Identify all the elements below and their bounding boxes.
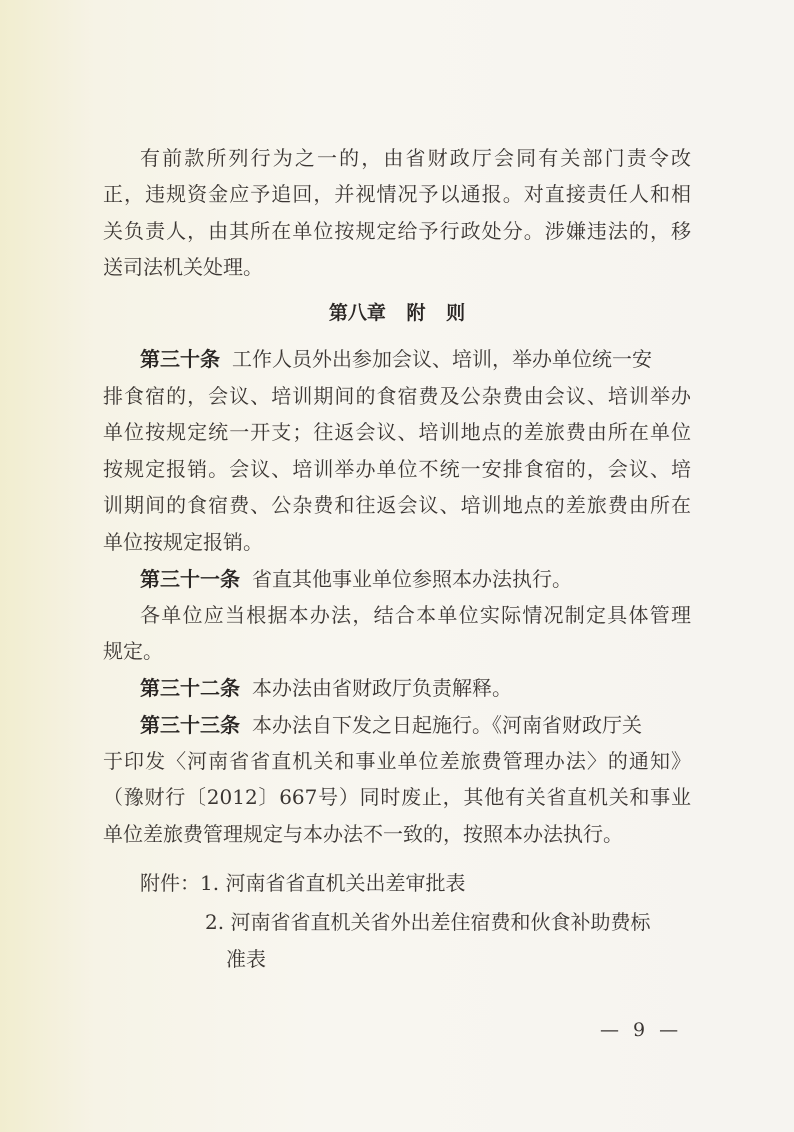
paragraph-line: 单位按规定统一开支；往返会议、培训地点的差旅费由所在单位 (103, 420, 691, 444)
article-33-line (140, 712, 691, 738)
paragraph-line: 单位按规定报销。 (103, 530, 263, 554)
paragraph-line: 训期间的食宿费、公杂费和往返会议、培训地点的差旅费由所在 (103, 493, 691, 517)
paragraph-line: 单位差旅费管理规定与本办法不一致的，按照本办法执行。 (103, 822, 623, 846)
article-32-line (140, 675, 691, 701)
article-31-line (140, 566, 691, 592)
attachment-2-cont: 准表 (226, 947, 266, 971)
article-text: 工作人员外出参加会议、培训，举办单位统一安 (232, 347, 652, 371)
paragraph-line: 规定。 (103, 639, 163, 663)
article-text: 本办法自下发之日起施行。《河南省财政厅关 (252, 713, 642, 737)
paragraph-line: 排食宿的，会议、培训期间的食宿费及公杂费由会议、培训举办 (103, 384, 691, 408)
paragraph-line: （豫财行〔2012〕667号）同时废止，其他有关省直机关和事业 (103, 785, 691, 809)
paragraph-line: 于印发〈河南省省直机关和事业单位差旅费管理办法〉的通知》 (103, 749, 691, 773)
paragraph-line: 正，违规资金应予追回，并视情况予以通报。对直接责任人和相 (103, 182, 691, 206)
article-label: 第三十一条 (140, 567, 240, 591)
article-text: 本办法由省财政厅负责解释。 (252, 676, 512, 700)
article-label: 第三十二条 (140, 676, 240, 700)
paragraph-line: 关负责人，由其所在单位按规定给予行政处分。涉嫌违法的，移 (103, 219, 691, 243)
attachment-1: 附件：1. 河南省省直机关出差审批表 (140, 871, 466, 895)
paragraph-line: 各单位应当根据本办法，结合本单位实际情况制定具体管理 (140, 603, 691, 627)
article-text: 省直其他事业单位参照本办法执行。 (252, 567, 572, 591)
paragraph-line: 按规定报销。会议、培训举办单位不统一安排食宿的，会议、培 (103, 457, 691, 481)
page-number: — 9 — (600, 1019, 683, 1041)
article-label: 第三十条 (140, 347, 220, 371)
article-30-line (140, 346, 691, 372)
attachment-2: 2. 河南省省直机关省外出差住宿费和伙食补助费标 (205, 910, 651, 934)
article-label: 第三十三条 (140, 713, 240, 737)
paragraph-line: 有前款所列行为之一的，由省财政厅会同有关部门责令改 (140, 146, 691, 170)
chapter-heading: 第八章 附 则 (328, 302, 466, 324)
paragraph-line: 送司法机关处理。 (103, 255, 263, 279)
